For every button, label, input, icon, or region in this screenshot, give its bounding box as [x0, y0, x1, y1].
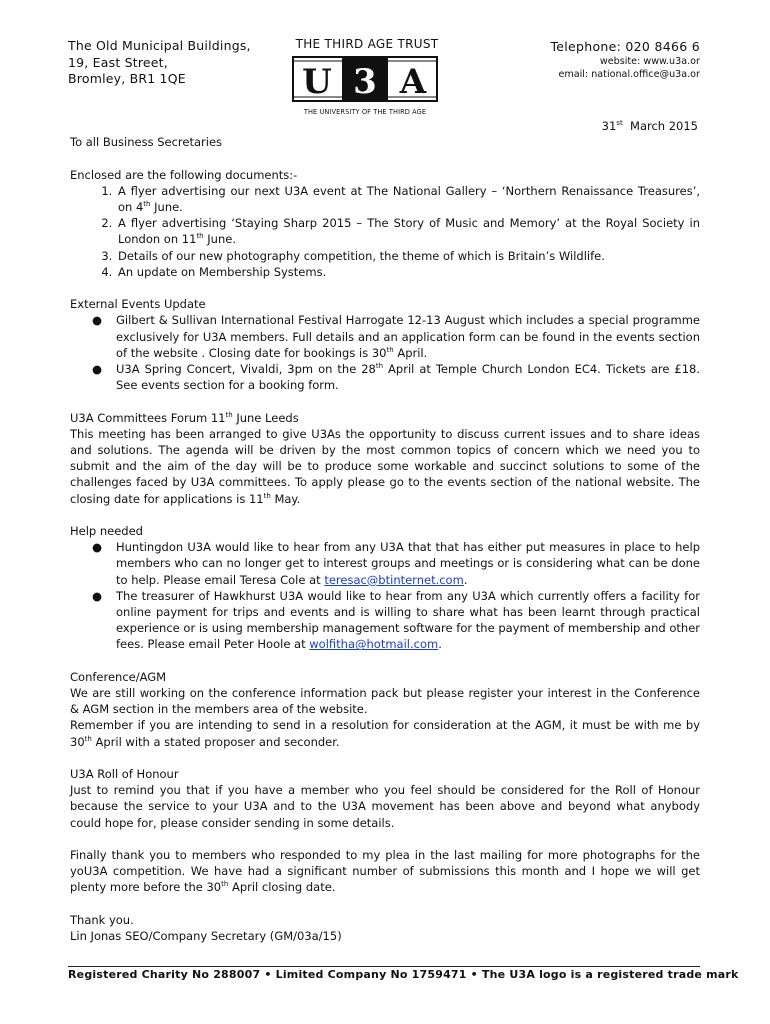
contact-details [550, 38, 700, 81]
bullet-icon: ● [92, 313, 103, 328]
address-line-3: Bromley, BR1 1QE [68, 71, 186, 86]
email-link-peter[interactable]: wolfitha@hotmail.com [309, 637, 439, 652]
email-link-teresa[interactable]: teresac@btinternet.com [324, 572, 464, 587]
bullet-icon: ● [92, 540, 103, 555]
list-item: 1. A flyer advertising our next U3A event at The National Gallery – ‘Northern Renaissance Treasures’, on 4th June. [116, 183, 700, 215]
letter-body [70, 118, 700, 944]
logo-subtitle: THE UNIVERSITY OF THE THIRD AGE [303, 108, 427, 116]
sender-address [68, 38, 251, 88]
date-rest: March 2015 [630, 119, 698, 133]
letter-date [70, 118, 698, 134]
list-item: ● Gilbert & Sullivan International Festival Harrogate 12-13 August which includes a special programme exclusively for U3A members. Full details and an application form can be found in the events section of the website . Closing date for bookings is 30th April. [92, 313, 700, 360]
honour-paragraph: Just to remind you that if you have a member who you feel should be considered for the Roll of Honour because the service to your U3A and to the U3A movement has been above and beyond what anybody could hope for, please consider sending in some details. [70, 783, 700, 830]
email: email: national.office@u3a.or [558, 69, 700, 80]
closing-paragraph: Finally thank you to members who responded to my plea in the last mailing for more photographs for the yoU3A competition. We have had a significant number of submissions this month and I hope we will get plenty more before the 30th April closing date. [70, 848, 700, 895]
logo-letter-u: U [302, 62, 332, 102]
enclosed-intro: Enclosed are the following documents:- [70, 167, 298, 182]
signature: Lin Jonas SEO/Company Secretary (GM/03a/15) [70, 929, 342, 944]
section-heading: U3A Roll of Honour [70, 767, 179, 782]
footer-text: Registered Charity No 288007 • Limited Company No 1759471 • The U3A logo is a registered trade mark [68, 968, 739, 981]
address-line-1: The Old Municipal Buildings, [68, 38, 251, 53]
conference-paragraph-1: We are still working on the conference information pack but please register your interest in the Conference & AGM section in the members area of the website. [70, 686, 700, 717]
trust-title: THE THIRD AGE TRUST [295, 37, 439, 51]
help-needed-list [70, 539, 700, 652]
logo-letter-a: A [399, 62, 427, 102]
enclosed-list [70, 183, 700, 280]
telephone: Telephone: 020 8466 6 [550, 39, 700, 54]
u3a-logo [292, 56, 438, 102]
footer-divider [68, 966, 700, 967]
date-suffix: st [616, 119, 623, 128]
date-day: 31 [601, 119, 617, 133]
list-item: ● U3A Spring Concert, Vivaldi, 3pm on the 28th April at Temple Church London EC4. Tickets are £18. See events section for a booking form. [92, 362, 700, 393]
bullet-icon: ● [92, 588, 103, 603]
address-line-2: 19, East Street, [68, 54, 168, 70]
list-item: 4. An update on Membership Systems. [116, 264, 700, 280]
section-heading: Help needed [70, 524, 143, 539]
section-heading: U3A Committees Forum 11th June Leeds [70, 410, 299, 425]
list-item: 2. A flyer advertising ‘Staying Sharp 2015 – The Story of Music and Memory’ at the Royal Society in London on 11th June. [116, 215, 700, 247]
website: website: www.u3a.or [599, 56, 700, 67]
section-heading: Conference/AGM [70, 669, 167, 684]
list-item: ● The treasurer of Hawkhurst U3A would like to hear from any U3A which currently offers a facility for online payment for trips and events and is willing to share what has been learnt through practical experience or is using membership management software for the payment of membership and other fees. Please email Peter Hoole at wolfitha@hotmail.com. [92, 588, 700, 652]
bullet-icon: ● [92, 362, 103, 377]
thanks: Thank you. [70, 912, 134, 927]
section-heading: External Events Update [70, 297, 206, 312]
list-item: 3. Details of our new photography competition, the theme of which is Britain’s Wildlife. [116, 248, 700, 264]
list-item: ● Huntingdon U3A would like to hear from any U3A that that has either put measures in place to help members who can no longer get to interest groups and meetings or is considering what can be done to help. Please email Teresa Cole at teresac@btinternet.com. [92, 540, 700, 587]
external-events-list [70, 312, 700, 393]
greeting: To all Business Secretaries [70, 135, 223, 150]
forum-paragraph: This meeting has been arranged to give U3As the opportunity to discuss current issues and to share ideas and solutions. The agenda will be driven by the most common topics of concern which we need you to submit and the aim of the day will be to produce some workable and succinct solutions to some of the challenges faced by U3A committees. To apply please go to the events section of the national website. The closing date for applications is 11th May. [70, 426, 700, 506]
conference-paragraph-2: Remember if you are intending to send in a resolution for consideration at the AGM, it must be with me by 30th April with a stated proposer and seconder. [70, 718, 700, 749]
logo-digit-3: 3 [353, 62, 377, 102]
